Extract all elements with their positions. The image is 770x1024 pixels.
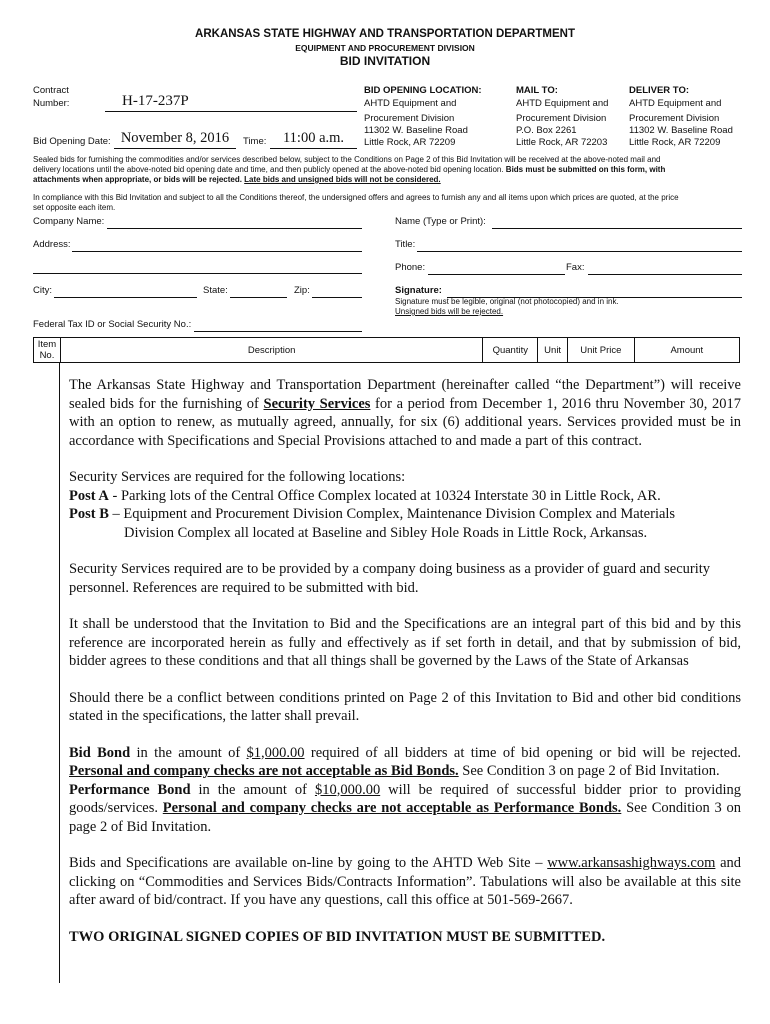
amount-header: Amount <box>634 338 739 363</box>
page-title: BID INVITATION <box>339 54 431 68</box>
intro-paragraph: The Arkansas State Highway and Transportation Department (hereinafter called “the Department”) will receive sealed bids for the furnishing of Security Services for a period from December 1, 2016 thru November 30, 2017 with an option to renew, as mutually agreed, annually, for six (6) additional years. Services provided must be in accordance with Specifications and Special Provisions attached to and made a part of this contract. <box>69 377 742 449</box>
bid-description <box>69 376 741 946</box>
bid-date-field[interactable] <box>114 130 236 149</box>
unit-price-header: Unit Price <box>568 338 635 363</box>
zip-label: Zip: <box>294 285 310 296</box>
unit-header: Unit <box>538 338 568 363</box>
deliver-to <box>629 85 733 149</box>
performance-bond-warning: Personal and company checks are not acceptable as Performance Bonds. <box>162 800 622 816</box>
signature-label: Signature: <box>395 285 442 296</box>
notice-line1: Sealed bids for furnishing the commodities and/or services described below, subject to the Conditions on Page 2 of this Bid Invitation will be received at the above-noted mail and <box>33 155 661 164</box>
division-title: EQUIPMENT AND PROCUREMENT DIVISION <box>295 43 475 53</box>
conflict-paragraph: Should there be a conflict between conditions printed on Page 2 of this Invitation to Bid and other bid conditions stated in the specifications, the latter shall prevail. <box>69 689 741 724</box>
availability-paragraph: Bids and Specifications are available on-line by going to the AHTD Web Site – www.arkansashighways.com and clicking on “Commodities and Services Bids/Contracts Information”. Tabulations will also be available at this site after award of bid/contract. If you have any questions, call this office at 501-569-2667. <box>69 855 742 908</box>
description-header: Description <box>60 338 482 363</box>
city-label: City: <box>33 285 52 296</box>
time-label: Time: <box>243 136 267 147</box>
fax-input[interactable] <box>588 261 742 275</box>
title-input[interactable] <box>417 238 742 252</box>
company-name-label: Company Name: <box>33 216 105 227</box>
performance-bond-paragraph: Performance Bond in the amount of $10,000.00 will be required of successful bidder prior to providing goods/services. Personal and company checks are not acceptable as Performance Bonds. See Condition 3 on page 2 of Bid Invitation. <box>69 781 742 835</box>
deliver-line4: Little Rock, AR 72209 <box>629 137 721 148</box>
post-a: Post A - Parking lots of the Central Office Complex located at 10324 Interstate 30 in Little Rock, AR. <box>69 487 661 504</box>
opening-line1: AHTD Equipment and <box>364 98 457 109</box>
contract-number-value: H-17-237P <box>122 93 189 109</box>
address-label: Address: <box>33 239 71 250</box>
deliver-line2: Procurement Division <box>629 113 720 124</box>
notice-late-warning: Late bids and unsigned bids will not be considered. <box>244 175 441 184</box>
signature-note: Signature must be legible, original (not photocopied) and in ink. <box>395 297 619 306</box>
bid-bond-paragraph: Bid Bond in the amount of $1,000.00 required of all bidders at time of bid opening or bid will be rejected. Personal and company checks are not acceptable as Bid Bonds. See Condition 3 on page 2 of Bid Invitation. <box>69 744 741 779</box>
submission-notice: TWO ORIGINAL SIGNED COPIES OF BID INVITATION MUST BE SUBMITTED. <box>69 928 606 945</box>
notice-submit-warning: Bids must be submitted on this form, with <box>505 165 666 174</box>
phone-input[interactable] <box>428 261 565 275</box>
state-input[interactable] <box>230 284 287 298</box>
compliance-notice <box>33 193 745 213</box>
mail-to <box>516 85 608 149</box>
notice-line3: attachments when appropriate, or bids will be rejected. Late bids and unsigned bids will not be considered. <box>33 175 441 184</box>
contract-label: Contract <box>33 85 69 96</box>
ahtd-website-link[interactable]: www.arkansashighways.com <box>547 855 716 871</box>
company-name-input[interactable] <box>107 215 362 229</box>
opening-line4: Little Rock, AR 72209 <box>364 137 456 148</box>
opening-line3: 11302 W. Baseline Road <box>364 125 468 136</box>
address-line2-input[interactable] <box>33 260 362 274</box>
phone-label: Phone: <box>395 262 426 273</box>
address-input[interactable] <box>72 238 362 252</box>
post-b: Post B – Equipment and Procurement Division Complex, Maintenance Division Complex and Materials <box>69 506 676 522</box>
state-label: State: <box>203 285 228 296</box>
notice-line2: delivery locations until the above-noted bid opening date and time, and then publicly opened at the above-noted bid opening location. Bids must be submitted on this form, with <box>33 165 666 174</box>
name-input[interactable] <box>492 215 742 229</box>
number-label: Number: <box>33 98 70 109</box>
time-value: 11:00 a.m. <box>282 130 345 146</box>
zip-input[interactable] <box>312 284 362 298</box>
title-label: Title: <box>395 239 416 250</box>
bid-bond-warning: Personal and company checks are not acceptable as Bid Bonds. <box>69 763 459 779</box>
deliver-line1: AHTD Equipment and <box>629 98 722 109</box>
locations-intro: Security Services are required for the following locations: <box>69 469 406 485</box>
provider-paragraph: Security Services required are to be provided by a company doing business as a provider of guard and security personnel. References are required to be submitted with bid. <box>69 561 711 596</box>
item-no-header: Item No. <box>34 338 61 363</box>
signature-input[interactable] <box>447 284 742 298</box>
compliance-line1: In compliance with this Bid Invitation and subject to all the Conditions thereof, the undersigned offers and agrees to furnish any and all items upon which prices are quoted, at the price <box>33 193 679 202</box>
opening-line2: Procurement Division <box>364 113 455 124</box>
items-table-header <box>33 337 740 363</box>
fax-label: Fax: <box>566 262 585 273</box>
name-label: Name (Type or Print): <box>395 216 486 227</box>
unsigned-note: Unsigned bids will be rejected. <box>395 307 504 316</box>
bid-date-label: Bid Opening Date: <box>33 136 111 147</box>
bid-date-value: November 8, 2016 <box>120 130 230 146</box>
mail-to-title: MAIL TO: <box>516 85 558 96</box>
deliver-line3: 11302 W. Baseline Road <box>629 125 733 136</box>
sealed-bids-notice <box>33 155 745 185</box>
security-services-term: Security Services <box>263 395 371 412</box>
post-b-cont: Division Complex all located at Baseline and Sibley Hole Roads in Little Rock, Arkansas. <box>124 524 648 541</box>
deliver-to-title: DELIVER TO: <box>629 85 689 96</box>
tax-id-input[interactable] <box>194 318 362 332</box>
integral-paragraph: It shall be understood that the Invitation to Bid and the Specifications are an integral part of this bid and by this reference are incorporated herein as fully and effectively as if set forth in detail, and that by submission of bid, bidder agrees to these conditions and that all things shall be governed by the Laws of the State of Arkansas <box>69 616 741 669</box>
mail-line2: Procurement Division <box>516 113 607 124</box>
city-input[interactable] <box>54 284 197 298</box>
item-column-rule <box>59 363 60 983</box>
tax-id-label: Federal Tax ID or Social Security No.: <box>33 319 192 330</box>
mail-line1: AHTD Equipment and <box>516 98 609 109</box>
opening-location <box>364 85 482 149</box>
time-field[interactable] <box>270 130 357 149</box>
mail-line4: Little Rock, AR 72203 <box>516 137 608 148</box>
mail-line3: P.O. Box 2261 <box>516 125 577 136</box>
bid-bond-amount: $1,000.00 <box>246 744 305 761</box>
department-title: ARKANSAS STATE HIGHWAY AND TRANSPORTATION DEPARTMENT <box>195 28 575 40</box>
contract-number-field[interactable] <box>105 92 357 112</box>
performance-bond-amount: $10,000.00 <box>314 781 381 798</box>
quantity-header: Quantity <box>483 338 538 363</box>
compliance-line2: set opposite each item. <box>33 203 116 212</box>
opening-location-title: BID OPENING LOCATION: <box>364 85 482 96</box>
